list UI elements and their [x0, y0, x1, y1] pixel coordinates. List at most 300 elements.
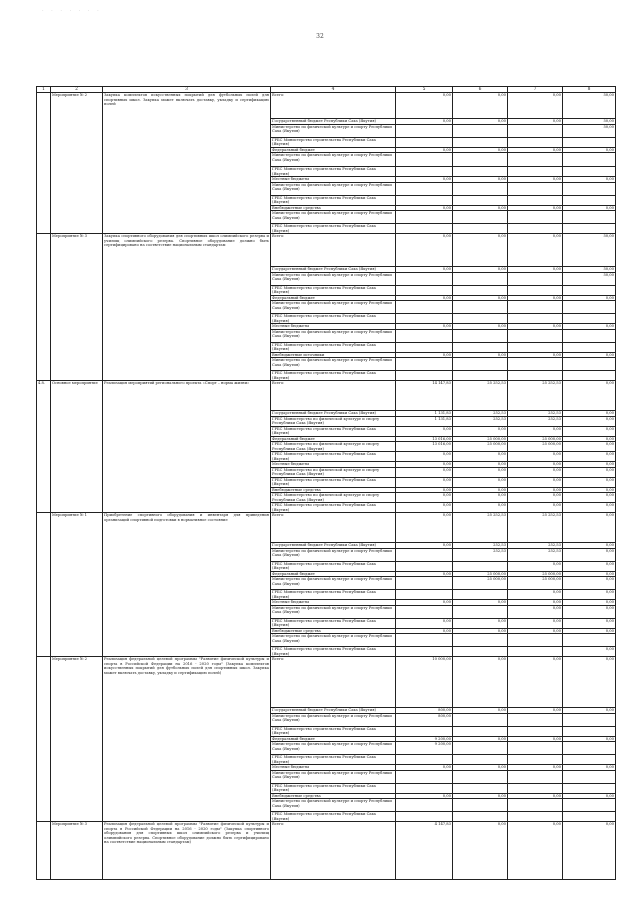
amount-cell: 0,00 — [563, 416, 616, 426]
funding-source: Министерство по физической культуре и спорту Республики Саха (Якутия) — [271, 634, 396, 647]
amount-cell — [508, 195, 563, 205]
amount-cell: 0,00 — [563, 571, 616, 577]
header-cell: 3 — [103, 87, 271, 93]
amount-cell — [396, 167, 453, 177]
amount-cell: 0,00 — [508, 477, 563, 487]
amount-cell — [453, 153, 508, 167]
amount-cell: 25 000,00 — [508, 436, 563, 442]
amount-cell: 0,00 — [563, 295, 616, 301]
amount-cell — [453, 124, 508, 137]
amount-cell — [453, 770, 508, 783]
amount-cell: 0,00 — [563, 605, 616, 618]
amount-cell: 0,00 — [396, 119, 453, 125]
amount-cell: 0,00 — [508, 205, 563, 211]
amount-cell: 0,00 — [508, 628, 563, 634]
funding-source: Внебюджетные средства — [271, 628, 396, 634]
amount-cell: 800,00 — [396, 708, 453, 714]
amount-cell — [396, 634, 453, 647]
amount-cell — [508, 224, 563, 234]
amount-cell — [508, 634, 563, 647]
amount-cell: 0,00 — [453, 462, 508, 468]
amount-cell — [396, 590, 453, 600]
amount-cell — [508, 770, 563, 783]
funding-source: Федеральный бюджет — [271, 147, 396, 153]
amount-cell: 0,00 — [453, 708, 508, 714]
amount-cell: 0,00 — [453, 467, 508, 477]
header-cell: 1 — [37, 87, 51, 93]
amount-cell — [563, 182, 616, 195]
funding-source: Государственный бюджет Республики Саха (Якутия) — [271, 543, 396, 549]
table-row — [37, 381, 616, 411]
event-name: Основное мероприятие — [51, 381, 103, 513]
event-name: Мероприятие № 3 — [51, 234, 103, 381]
amount-cell: 0,00 — [563, 618, 616, 628]
amount-cell: 0,00 — [453, 295, 508, 301]
amount-cell — [396, 783, 453, 793]
funding-source: ГРБС Министерство строительства Республики Саха (Якутия) — [271, 726, 396, 736]
amount-cell: 0,00 — [396, 267, 453, 273]
funding-source: ГРБС Министерство строительства Республики Саха (Якутия) — [271, 590, 396, 600]
amount-cell: 0,00 — [563, 822, 616, 880]
amount-cell: 13 016,00 — [396, 436, 453, 442]
amount-cell: 0,00 — [453, 657, 508, 708]
funding-source: Местные бюджеты — [271, 324, 396, 330]
amount-cell — [453, 358, 508, 371]
amount-cell: 0,00 — [563, 324, 616, 330]
funding-source: ГРБС Министерство по физической культуре и спорту Республики Саха (Якутия) — [271, 442, 396, 452]
amount-cell: 10 000,00 — [396, 657, 453, 708]
amount-cell: 0,00 — [396, 477, 453, 487]
amount-cell: 0,00 — [396, 513, 453, 543]
amount-cell — [508, 153, 563, 167]
amount-cell: 0,00 — [508, 605, 563, 618]
funding-source: Внебюджетные источники — [271, 352, 396, 358]
amount-cell: 0,00 — [453, 352, 508, 358]
amount-cell: 0,00 — [453, 147, 508, 153]
amount-cell — [508, 726, 563, 736]
amount-cell: 0,00 — [508, 736, 563, 742]
funding-source: Министерство по физической культуре и спорту Республики Саха (Якутия) — [271, 742, 396, 755]
amount-cell: 0,00 — [508, 119, 563, 125]
amount-cell: 0,00 — [563, 426, 616, 436]
amount-cell: 0,00 — [396, 234, 453, 267]
amount-cell: 0,00 — [508, 295, 563, 301]
amount-cell: 0,00 — [508, 462, 563, 468]
amount-cell: 0,00 — [396, 147, 453, 153]
amount-cell: 252,53 — [508, 411, 563, 417]
amount-cell: 0,00 — [563, 708, 616, 714]
funding-source: Министерство по физической культуре и спорту Республики Саха (Якутия) — [271, 301, 396, 314]
amount-cell: 0,00 — [396, 571, 453, 577]
amount-cell — [396, 371, 453, 381]
amount-cell: 25 252,53 — [453, 513, 508, 543]
amount-cell — [508, 329, 563, 342]
amount-cell — [453, 329, 508, 342]
event-name: Мероприятие № 2 — [51, 657, 103, 822]
funding-source: Внебюджетные средства — [271, 487, 396, 493]
amount-cell — [563, 755, 616, 765]
amount-cell: 0,00 — [396, 487, 453, 493]
funding-source: ГРБС Министерство строительства Республики Саха (Якутия) — [271, 224, 396, 234]
amount-cell — [396, 770, 453, 783]
amount-cell: 1 131,83 — [396, 416, 453, 426]
amount-cell — [453, 561, 508, 571]
amount-cell: 0,00 — [453, 93, 508, 119]
amount-cell — [396, 301, 453, 314]
funding-source: Внебюджетные средства — [271, 205, 396, 211]
amount-cell: 0,00 — [453, 736, 508, 742]
table-row — [37, 822, 616, 880]
amount-cell: 25 000,00 — [453, 577, 508, 590]
amount-cell — [396, 153, 453, 167]
funding-source: ГРБС Министерство строительства Республики Саха (Якутия) — [271, 167, 396, 177]
amount-cell: 0,00 — [508, 267, 563, 273]
event-name: Мероприятие № 2 — [51, 93, 103, 234]
amount-cell — [453, 726, 508, 736]
amount-cell — [508, 812, 563, 822]
event-name: Мероприятие № 1 — [51, 513, 103, 657]
amount-cell: 0,00 — [508, 177, 563, 183]
event-name: Мероприятие № 3 — [51, 822, 103, 880]
funding-source: Министерство по физической культуре и спорту Республики Саха (Якутия) — [271, 124, 396, 137]
event-description: Реализация федеральной целевой программы "Развитие физической культуры и спорта в Российской Федерации на 2016 - 2020 годы" (Закупка спортивного оборудования для спортивных школ олимпийского резерва и училищ олимпийского резерва. Спортивное оборудование должно быть сертифицировано на соответствие национальным стандартам) — [103, 822, 271, 880]
amount-cell: 0,00 — [563, 561, 616, 571]
amount-cell: 252,53 — [453, 411, 508, 417]
funding-source: Федеральный бюджет — [271, 436, 396, 442]
amount-cell: 50,00 — [563, 93, 616, 119]
amount-cell: 0,00 — [396, 426, 453, 436]
table-row — [37, 93, 616, 119]
amount-cell: 0,00 — [453, 487, 508, 493]
amount-cell — [508, 137, 563, 147]
funding-source: Министерство по физической культуре и спорту Республики Саха (Якутия) — [271, 272, 396, 285]
amount-cell: 0,00 — [563, 548, 616, 561]
funding-source: Всего: — [271, 234, 396, 267]
funding-source: ГРБС Министерство строительства Республики Саха (Якутия) — [271, 783, 396, 793]
amount-cell: 25 000,00 — [508, 442, 563, 452]
amount-cell: 252,53 — [508, 543, 563, 549]
amount-cell — [453, 371, 508, 381]
funding-source: Местные бюджеты — [271, 177, 396, 183]
funding-source: Государственный бюджет Республики Саха (Якутия) — [271, 119, 396, 125]
amount-cell — [396, 799, 453, 812]
amount-cell — [453, 605, 508, 618]
amount-cell — [396, 272, 453, 285]
amount-cell — [563, 285, 616, 295]
amount-cell: 0,00 — [563, 647, 616, 657]
amount-cell: 252,53 — [453, 543, 508, 549]
amount-cell — [453, 167, 508, 177]
amount-cell — [453, 713, 508, 726]
amount-cell: 0,00 — [563, 628, 616, 634]
funding-source: ГРБС Министерство строительства Республики Саха (Якутия) — [271, 647, 396, 657]
table-row — [37, 234, 616, 267]
amount-cell — [563, 195, 616, 205]
amount-cell — [396, 577, 453, 590]
amount-cell: 0,00 — [396, 493, 453, 503]
amount-cell — [453, 285, 508, 295]
amount-cell: 0,00 — [508, 561, 563, 571]
amount-cell: 0,00 — [508, 618, 563, 628]
funding-source: Всего: — [271, 93, 396, 119]
funding-source: Государственный бюджет Республики Саха (Якутия) — [271, 708, 396, 714]
amount-cell — [453, 755, 508, 765]
amount-cell: 0,00 — [508, 467, 563, 477]
funding-source: Местные бюджеты — [271, 462, 396, 468]
amount-cell: 0,00 — [508, 147, 563, 153]
funding-source: Министерство по физической культуре и спорту Республики Саха (Якутия) — [271, 182, 396, 195]
amount-cell: 25 000,00 — [453, 571, 508, 577]
amount-cell: 0,00 — [563, 467, 616, 477]
funding-source: ГРБС Министерство строительства Республики Саха (Якутия) — [271, 371, 396, 381]
amount-cell: 0,00 — [563, 657, 616, 708]
funding-source: ГРБС Министерство строительства Республики Саха (Якутия) — [271, 137, 396, 147]
funding-source: Министерство по физической культуре и спорту Республики Саха (Якутия) — [271, 329, 396, 342]
amount-cell: 9 200,00 — [396, 736, 453, 742]
amount-cell: 0,00 — [508, 793, 563, 799]
funding-source: ГРБС Министерство строительства Республики Саха (Якутия) — [271, 285, 396, 295]
funding-source: ГРБС Министерство строительства Республики Саха (Якутия) — [271, 342, 396, 352]
amount-cell — [453, 195, 508, 205]
row-number — [37, 822, 51, 880]
amount-cell — [396, 726, 453, 736]
amount-cell: 0,00 — [563, 590, 616, 600]
funding-source: Министерство по физической культуре и спорту Республики Саха (Якутия) — [271, 577, 396, 590]
amount-cell — [508, 124, 563, 137]
amount-cell: 0,00 — [453, 628, 508, 634]
amount-cell — [396, 182, 453, 195]
amount-cell: 0,00 — [396, 352, 453, 358]
funding-source: Местные бюджеты — [271, 600, 396, 606]
event-description: Реализация федеральной целевой программы "Развитие физической культуры и спорта в Российской Федерации на 2016 - 2020 годы" (Закупка комплектов искусственных покрытий для футбольных полей для спортивных школ. Закупка может включать доставку, укладку и сертификацию полей) — [103, 657, 271, 822]
amount-cell — [508, 358, 563, 371]
header-cell: 4 — [271, 87, 396, 93]
amount-cell: 0,00 — [396, 503, 453, 513]
amount-cell: 0,00 — [396, 462, 453, 468]
amount-cell: 0,00 — [563, 487, 616, 493]
amount-cell: 0,00 — [563, 513, 616, 543]
amount-cell: 252,53 — [508, 548, 563, 561]
amount-cell — [563, 137, 616, 147]
amount-cell: 0,00 — [396, 295, 453, 301]
amount-cell: 1 131,83 — [396, 411, 453, 417]
header-cell: 5 — [396, 87, 453, 93]
amount-cell: 0,00 — [453, 793, 508, 799]
amount-cell — [563, 726, 616, 736]
amount-cell — [396, 195, 453, 205]
amount-cell — [453, 590, 508, 600]
amount-cell: 25 000,00 — [453, 436, 508, 442]
amount-cell — [563, 799, 616, 812]
amount-cell: 0,00 — [396, 177, 453, 183]
amount-cell: 0,00 — [508, 324, 563, 330]
amount-cell: 9 200,00 — [396, 742, 453, 755]
funding-source: Государственный бюджет Республики Саха (Якутия) — [271, 411, 396, 417]
amount-cell — [563, 742, 616, 755]
amount-cell: 0,00 — [508, 487, 563, 493]
amount-cell — [453, 182, 508, 195]
header-cell: 8 — [563, 87, 616, 93]
amount-cell: 25 000,00 — [508, 577, 563, 590]
amount-cell — [508, 755, 563, 765]
amount-cell: 0,00 — [563, 177, 616, 183]
amount-cell: 0,00 — [508, 93, 563, 119]
amount-cell: 0,00 — [563, 503, 616, 513]
amount-cell: 0,00 — [453, 177, 508, 183]
amount-cell: 0,00 — [396, 205, 453, 211]
amount-cell: 50,00 — [563, 124, 616, 137]
amount-cell — [396, 329, 453, 342]
funding-source: Министерство по физической культуре и спорту Республики Саха (Якутия) — [271, 713, 396, 726]
funding-source: Федеральный бюджет — [271, 571, 396, 577]
amount-cell — [453, 799, 508, 812]
amount-cell: 252,53 — [453, 416, 508, 426]
amount-cell — [396, 314, 453, 324]
amount-cell — [563, 812, 616, 822]
amount-cell — [508, 301, 563, 314]
amount-cell — [563, 770, 616, 783]
amount-cell: 0,00 — [508, 657, 563, 708]
funding-source: ГРБС Министерство по физической культуре и спорту Республики Саха (Якутия) — [271, 493, 396, 503]
amount-cell — [563, 634, 616, 647]
amount-cell: 0,00 — [453, 600, 508, 606]
amount-cell: 0,00 — [563, 436, 616, 442]
amount-cell: 0,00 — [563, 147, 616, 153]
amount-cell — [508, 272, 563, 285]
row-number — [37, 234, 51, 381]
funding-source: Всего: — [271, 381, 396, 411]
amount-cell: 0,00 — [453, 822, 508, 880]
event-description: Закупка спортивного оборудования для спортивных школ олимпийского резерва и училищ олимпийского резерва. Спортивное оборудование должно быть сертифицировано на соответствие национальным стандартам — [103, 234, 271, 381]
margin-marks: . . . . . . . — [42, 7, 102, 13]
amount-cell — [508, 167, 563, 177]
amount-cell — [453, 211, 508, 224]
amount-cell: 0,00 — [563, 577, 616, 590]
amount-cell — [508, 783, 563, 793]
amount-cell: 0,00 — [563, 462, 616, 468]
amount-cell — [453, 272, 508, 285]
amount-cell: 0,00 — [396, 765, 453, 771]
amount-cell — [396, 211, 453, 224]
amount-cell: 14 147,83 — [396, 381, 453, 411]
amount-cell — [396, 342, 453, 352]
amount-cell: 0,00 — [563, 793, 616, 799]
header-cell: 6 — [453, 87, 508, 93]
amount-cell: 800,00 — [396, 713, 453, 726]
amount-cell — [508, 371, 563, 381]
amount-cell: 0,00 — [563, 493, 616, 503]
funding-source: ГРБС Министерство строительства Республики Саха (Якутия) — [271, 618, 396, 628]
amount-cell — [563, 211, 616, 224]
table-row — [37, 513, 616, 543]
amount-cell — [396, 755, 453, 765]
amount-cell: 0,00 — [563, 381, 616, 411]
amount-cell — [453, 742, 508, 755]
funding-source: Всего: — [271, 513, 396, 543]
amount-cell — [396, 605, 453, 618]
amount-cell — [396, 647, 453, 657]
row-number — [37, 657, 51, 822]
amount-cell — [508, 742, 563, 755]
amount-cell: 0,00 — [396, 600, 453, 606]
amount-cell — [396, 561, 453, 571]
amount-cell — [563, 153, 616, 167]
amount-cell: 0,00 — [453, 324, 508, 330]
amount-cell: 0,00 — [396, 467, 453, 477]
amount-cell — [563, 224, 616, 234]
funding-source: Министерство по физической культуре и спорту Республики Саха (Якутия) — [271, 548, 396, 561]
amount-cell: 0,00 — [453, 477, 508, 487]
funding-source: ГРБС Министерство по физической культуре и спорту Республики Саха (Якутия) — [271, 416, 396, 426]
amount-cell — [508, 713, 563, 726]
funding-source: Всего: — [271, 657, 396, 708]
amount-cell: 0,00 — [563, 411, 616, 417]
funding-source: ГРБС Министерство строительства Республики Саха (Якутия) — [271, 503, 396, 513]
amount-cell — [563, 329, 616, 342]
amount-cell: 0,00 — [508, 600, 563, 606]
amount-cell — [396, 137, 453, 147]
event-description: Реализация мероприятий регионального проекта «Спорт – норма жизни» — [103, 381, 271, 513]
amount-cell: 0,00 — [508, 590, 563, 600]
amount-cell — [453, 647, 508, 657]
amount-cell — [453, 634, 508, 647]
row-number: 4.8. — [37, 381, 51, 513]
amount-cell — [396, 285, 453, 295]
funding-source: ГРБС Министерство строительства Республики Саха (Якутия) — [271, 812, 396, 822]
amount-cell: 0,00 — [563, 452, 616, 462]
header-cell: 7 — [508, 87, 563, 93]
amount-cell: 0,00 — [563, 205, 616, 211]
amount-cell: 0,00 — [563, 442, 616, 452]
funding-source: ГРБС Министерство строительства Республики Саха (Якутия) — [271, 477, 396, 487]
amount-cell: 0,00 — [508, 493, 563, 503]
funding-source: ГРБС Министерство строительства Республики Саха (Якутия) — [271, 426, 396, 436]
amount-cell: 0,00 — [563, 543, 616, 549]
amount-cell: 0,00 — [563, 600, 616, 606]
amount-cell — [508, 211, 563, 224]
funding-table — [36, 86, 616, 880]
funding-source: Министерство по физической культуре и спорту Республики Саха (Якутия) — [271, 605, 396, 618]
amount-cell — [563, 358, 616, 371]
amount-cell: 252,53 — [453, 548, 508, 561]
funding-source: ГРБС Министерство по физической культуре и спорту Республики Саха (Якутия) — [271, 467, 396, 477]
funding-source: Федеральный бюджет — [271, 736, 396, 742]
funding-source: ГРБС Министерство строительства Республики Саха (Якутия) — [271, 195, 396, 205]
amount-cell — [396, 358, 453, 371]
amount-cell: 25 000,00 — [453, 442, 508, 452]
amount-cell — [563, 713, 616, 726]
amount-cell — [508, 342, 563, 352]
amount-cell — [453, 342, 508, 352]
amount-cell: 25 252,53 — [508, 513, 563, 543]
amount-cell: 0,00 — [508, 452, 563, 462]
amount-cell: 0,00 — [453, 267, 508, 273]
amount-cell — [453, 783, 508, 793]
event-description: Закупка комплектов искусственных покрытий для футбольных полей для спортивных школ. Закупка может включать доставку, укладку и сертификацию полей — [103, 93, 271, 234]
funding-source: ГРБС Министерство строительства Республики Саха (Якутия) — [271, 314, 396, 324]
amount-cell: 0,00 — [396, 452, 453, 462]
amount-cell — [396, 124, 453, 137]
amount-cell: 50,00 — [563, 267, 616, 273]
amount-cell — [508, 647, 563, 657]
amount-cell: 0,00 — [396, 618, 453, 628]
amount-cell: 0,00 — [453, 234, 508, 267]
amount-cell: 0,00 — [453, 765, 508, 771]
amount-cell: 0,00 — [453, 426, 508, 436]
amount-cell — [508, 314, 563, 324]
amount-cell: 0,00 — [453, 493, 508, 503]
amount-cell — [453, 137, 508, 147]
